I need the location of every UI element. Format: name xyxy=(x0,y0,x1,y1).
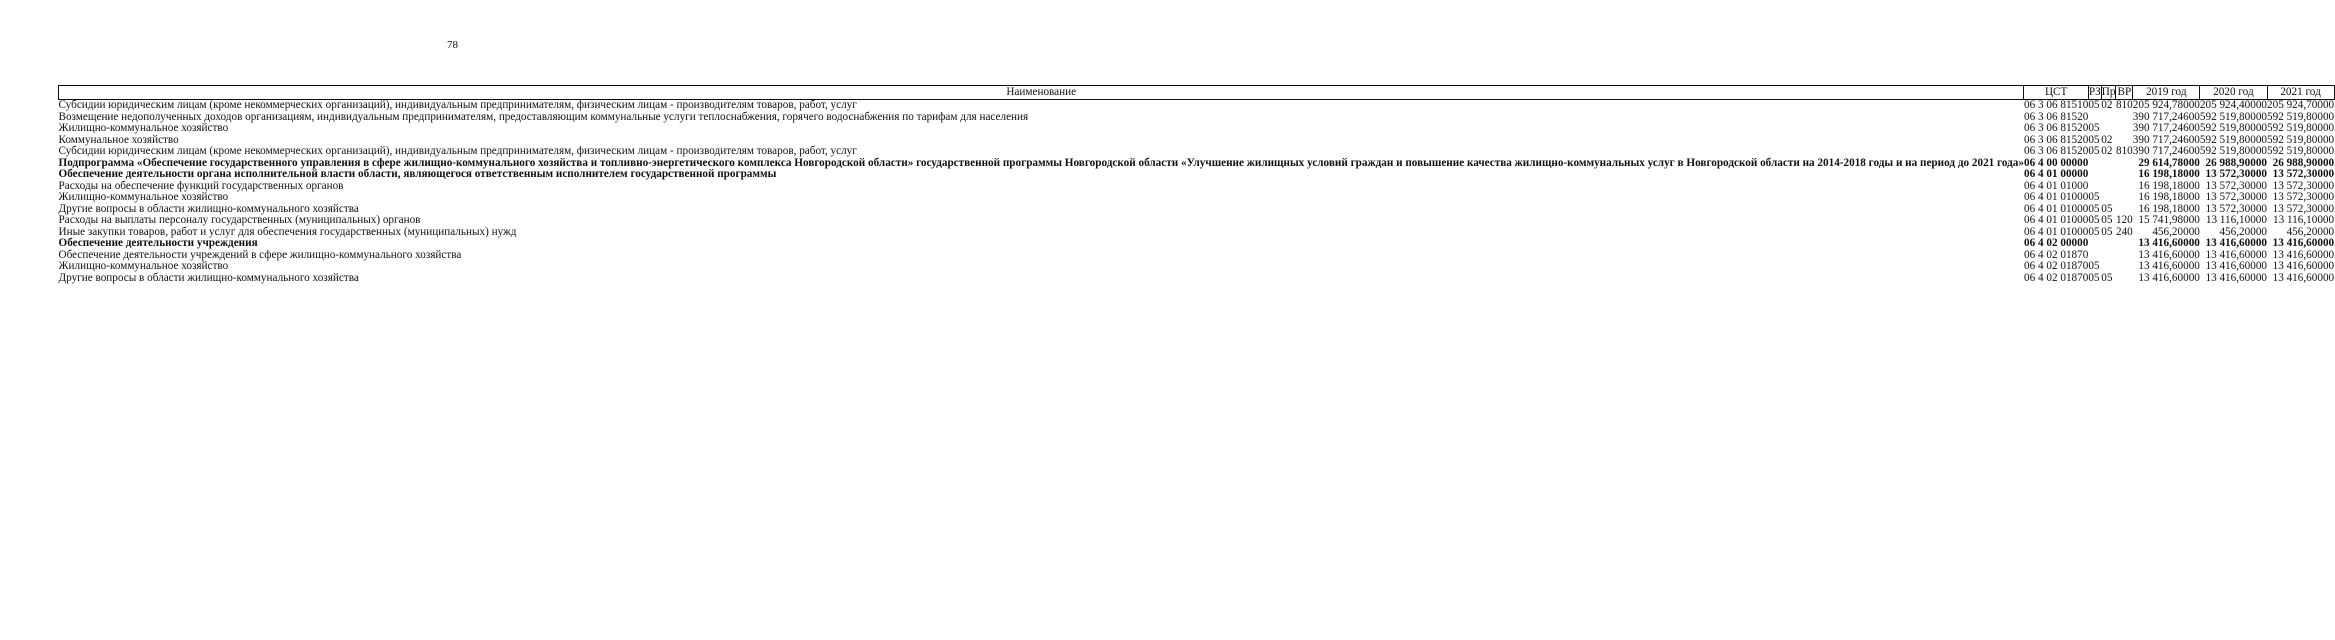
cell-name: Жилищно-коммунальное хозяйство xyxy=(58,122,229,134)
cell-y2019: 456,20000 xyxy=(2152,225,2200,238)
cell-y2019: 15 741,98000 xyxy=(2138,214,2200,226)
table-row xyxy=(59,227,2335,239)
cell-vr xyxy=(2116,238,2133,250)
table-row xyxy=(59,192,2335,204)
cell-name: Обеспечение деятельности органа исполнительной власти области, являющегося ответственным исполнителем государственной программы xyxy=(58,168,777,180)
cell-name: Обеспечение деятельности учреждения xyxy=(58,237,258,249)
cell-y2021: 456,20000 xyxy=(2286,225,2335,238)
cell-vr xyxy=(2116,123,2133,135)
cell-cst: 06 4 00 00000 xyxy=(2023,156,2089,169)
cell-y2021: 13 572,30000 xyxy=(2272,191,2335,203)
cell-y2019: 16 198,18000 xyxy=(2138,202,2200,215)
cell-vr: 810 xyxy=(2115,99,2133,111)
cell-pr: 05 xyxy=(2101,202,2113,215)
cell-vr: 240 xyxy=(2115,225,2133,238)
cell-y2021: 13 416,60000 xyxy=(2272,248,2335,261)
cell-name: Другие вопросы в области жилищно-коммунального хозяйства xyxy=(58,271,359,284)
cell-y2019: 16 198,18000 xyxy=(2138,168,2200,180)
cell-vr: 810 xyxy=(2115,145,2133,157)
cell-y2020: 26 988,90000 xyxy=(2205,156,2267,169)
cell-cst: 06 4 02 01870 xyxy=(2023,271,2089,284)
table-row xyxy=(59,112,2335,124)
cell-rz: 05 xyxy=(2088,191,2100,203)
cell-rz: 05 xyxy=(2088,145,2100,157)
cell-y2019: 205 924,78000 xyxy=(2132,99,2200,111)
cell-y2020: 13 116,10000 xyxy=(2205,214,2267,226)
cell-pr xyxy=(2101,192,2116,204)
table-row xyxy=(59,238,2335,250)
cell-pr xyxy=(2101,261,2116,273)
cell-y2020: 13 416,60000 xyxy=(2205,237,2267,249)
cell-rz: 05 xyxy=(2088,122,2100,134)
cell-cst: 06 4 01 01000 xyxy=(2023,191,2089,203)
cell-y2020: 13 416,60000 xyxy=(2205,271,2267,284)
cell-pr xyxy=(2101,112,2116,124)
cell-y2019: 16 198,18000 xyxy=(2138,191,2200,203)
cell-y2019: 13 416,60000 xyxy=(2138,248,2200,261)
cell-cst: 06 4 01 00000 xyxy=(2023,168,2089,180)
cell-y2021: 26 988,90000 xyxy=(2272,156,2335,169)
cell-y2020: 13 416,60000 xyxy=(2205,260,2267,272)
cell-y2021: 13 572,30000 xyxy=(2272,168,2335,180)
table-row xyxy=(59,250,2335,262)
cell-name: Подпрограмма «Обеспечение государственного управления в сфере жилищно-коммунального хозяйства и топливно-энергетического комплекса Новгородской области» государственной программы Новгородской области «Улучшение жилищных условий граждан и повышение качества жилищно-коммунальных услуг в Новгородской области на 2014-2018 годы и на период до 2021 года» xyxy=(58,156,2024,169)
cell-pr: 02 xyxy=(2101,133,2113,146)
cell-name: Жилищно-коммунальное хозяйство xyxy=(58,191,229,203)
cell-y2020: 13 572,30000 xyxy=(2205,191,2267,203)
header-vr: ВР xyxy=(2117,85,2132,98)
cell-y2020: 13 572,30000 xyxy=(2205,179,2267,192)
header-rz: РЗ xyxy=(2088,85,2101,98)
cell-pr xyxy=(2101,238,2116,250)
cell-rz: 05 xyxy=(2088,260,2100,272)
header-2021: 2021 год xyxy=(2267,86,2334,100)
cell-rz xyxy=(2088,238,2101,250)
cell-rz: 05 xyxy=(2088,202,2100,215)
table-row xyxy=(59,146,2335,158)
header-pr: Пр xyxy=(2101,85,2116,98)
cell-rz: 05 xyxy=(2088,271,2100,284)
table-row xyxy=(59,273,2335,285)
cell-y2019: 13 416,60000 xyxy=(2138,260,2200,272)
cell-y2021: 13 116,10000 xyxy=(2273,214,2335,226)
cell-y2021: 592 519,80000 xyxy=(2267,145,2335,157)
cell-y2020: 592 519,80000 xyxy=(2199,145,2267,157)
cell-y2020: 456,20000 xyxy=(2219,225,2267,238)
cell-pr xyxy=(2101,250,2116,262)
cell-y2020: 13 572,30000 xyxy=(2205,202,2267,215)
cell-pr: 05 xyxy=(2101,214,2113,226)
cell-name: Коммунальное хозяйство xyxy=(58,133,179,146)
cell-y2019: 390 717,24600 xyxy=(2132,133,2200,146)
cell-name: Расходы на обеспечение функций государственных органов xyxy=(58,179,344,192)
cell-cst: 06 4 02 00000 xyxy=(2023,237,2089,249)
cell-pr xyxy=(2101,123,2116,135)
table-row xyxy=(59,181,2335,193)
header-cst: ЦСТ xyxy=(2024,86,2088,100)
cell-vr xyxy=(2116,261,2133,273)
table-row xyxy=(59,261,2335,273)
cell-rz: 05 xyxy=(2088,225,2100,238)
cell-y2019: 16 198,18000 xyxy=(2138,179,2200,192)
cell-name: Субсидии юридическим лицам (кроме некоммерческих организаций), индивидуальным предпринимателям, физическим лицам - производителям товаров, работ, услуг xyxy=(58,99,857,111)
cell-pr xyxy=(2101,169,2116,181)
cell-cst: 06 3 06 81520 xyxy=(2023,110,2089,123)
header-name: Наименование xyxy=(59,86,2024,100)
cell-y2021: 13 416,60000 xyxy=(2272,271,2335,284)
cell-y2019: 29 614,78000 xyxy=(2138,156,2200,169)
cell-pr: 05 xyxy=(2101,271,2113,284)
cell-pr xyxy=(2101,181,2116,193)
cell-y2021: 13 416,60000 xyxy=(2272,260,2335,272)
cell-y2020: 13 416,60000 xyxy=(2205,248,2267,261)
header-2020: 2020 год xyxy=(2200,86,2267,100)
cell-name: Иные закупки товаров, работ и услуг для обеспечения государственных (муниципальных) нужд xyxy=(58,225,517,238)
cell-y2019: 390 717,24600 xyxy=(2132,145,2200,157)
cell-pr: 05 xyxy=(2101,225,2113,238)
cell-y2021: 592 519,80000 xyxy=(2267,133,2335,146)
cell-cst: 06 4 02 01870 xyxy=(2023,260,2089,272)
cell-cst: 06 3 06 81520 xyxy=(2023,133,2089,146)
table-row xyxy=(59,215,2335,227)
cell-y2020: 592 519,80000 xyxy=(2199,133,2267,146)
cell-y2019: 390 717,24600 xyxy=(2132,110,2200,123)
cell-rz: 05 xyxy=(2088,99,2100,111)
cell-y2021: 13 572,30000 xyxy=(2272,202,2335,215)
table-body xyxy=(59,100,2335,285)
table-row xyxy=(59,169,2335,181)
cell-name: Жилищно-коммунальное хозяйство xyxy=(58,260,229,272)
cell-name: Другие вопросы в области жилищно-коммунального хозяйства xyxy=(58,202,359,215)
cell-vr xyxy=(2116,181,2133,193)
cell-y2021: 13 572,30000 xyxy=(2272,179,2335,192)
cell-rz xyxy=(2088,169,2101,181)
cell-y2019: 13 416,60000 xyxy=(2138,271,2200,284)
cell-vr xyxy=(2116,273,2133,285)
cell-cst: 06 4 01 01000 xyxy=(2023,202,2089,215)
cell-y2020: 13 572,30000 xyxy=(2205,168,2267,180)
cell-cst: 06 4 01 01000 xyxy=(2023,214,2089,226)
cell-pr: 02 xyxy=(2101,145,2113,157)
cell-pr: 02 xyxy=(2101,99,2113,111)
cell-vr xyxy=(2116,112,2133,124)
cell-y2019: 390 717,24600 xyxy=(2132,122,2200,134)
table-header-row xyxy=(59,86,2335,100)
cell-y2021: 592 519,80000 xyxy=(2267,110,2335,123)
cell-vr xyxy=(2116,250,2133,262)
cell-vr xyxy=(2116,169,2133,181)
cell-y2020: 592 519,80000 xyxy=(2199,122,2267,134)
cell-name: Возмещение недополученных доходов организациям, индивидуальным предпринимателям, предоставляющим коммунальные услуги теплоснабжения, горячего водоснабжения по тарифам для населения xyxy=(58,110,1029,123)
cell-name: Субсидии юридическим лицам (кроме некоммерческих организаций), индивидуальным предпринимателям, физическим лицам - производителям товаров, работ, услуг xyxy=(58,145,857,157)
cell-vr xyxy=(2116,158,2133,170)
cell-y2019: 13 416,60000 xyxy=(2138,237,2200,249)
cell-cst: 06 3 06 81520 xyxy=(2023,122,2089,134)
cell-y2021: 592 519,80000 xyxy=(2267,122,2335,134)
cell-y2021: 13 416,60000 xyxy=(2272,237,2335,249)
cell-vr: 120 xyxy=(2115,214,2133,226)
table-row xyxy=(59,100,2335,112)
cell-pr xyxy=(2101,158,2116,170)
cell-cst: 06 3 06 81510 xyxy=(2023,99,2089,111)
cell-cst: 06 3 06 81520 xyxy=(2023,145,2089,157)
table-row xyxy=(59,123,2335,135)
cell-rz: 05 xyxy=(2088,214,2100,226)
cell-name: Обеспечение деятельности учреждений в сфере жилищно-коммунального хозяйства xyxy=(58,248,462,261)
header-2019: 2019 год xyxy=(2133,86,2200,100)
cell-y2021: 205 924,70000 xyxy=(2267,99,2335,111)
cell-cst: 06 4 01 01000 xyxy=(2023,179,2089,192)
cell-y2020: 592 519,80000 xyxy=(2199,110,2267,123)
cell-y2020: 205 924,40000 xyxy=(2199,99,2267,111)
page-number: 78 xyxy=(447,39,458,51)
cell-rz xyxy=(2088,158,2101,170)
cell-cst: 06 4 02 01870 xyxy=(2023,248,2089,261)
budget-table xyxy=(58,85,2335,284)
cell-rz: 05 xyxy=(2088,133,2100,146)
cell-cst: 06 4 01 01000 xyxy=(2023,225,2089,238)
cell-name: Расходы на выплаты персоналу государственных (муниципальных) органов xyxy=(58,214,421,226)
cell-vr xyxy=(2116,192,2133,204)
